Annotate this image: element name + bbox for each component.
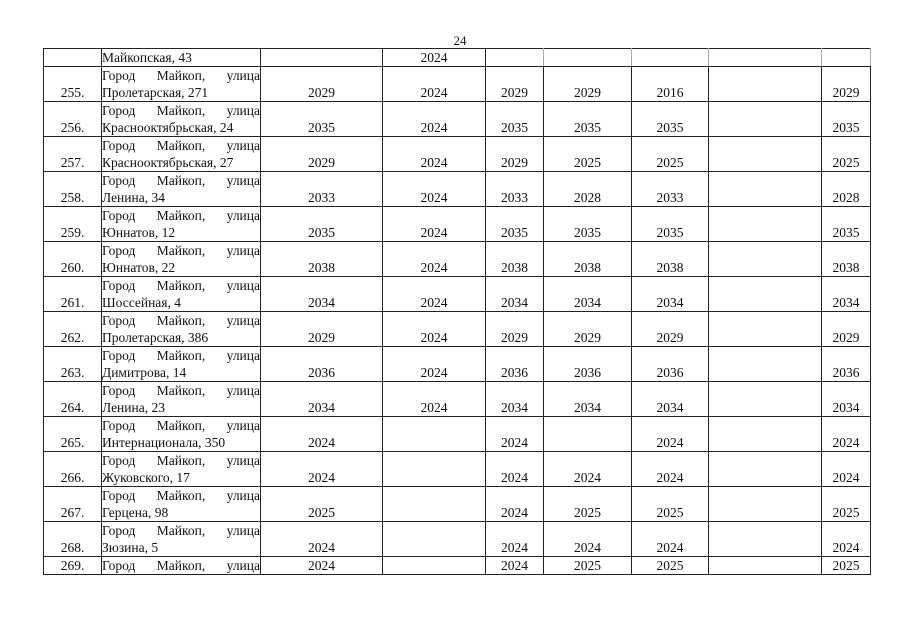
address-line-1 [102,557,260,574]
value-cell [383,487,486,522]
value-cell: 2024 [383,67,486,102]
address-cell [102,172,261,207]
address-word: улица [226,453,260,468]
address-word: улица [226,243,260,258]
value-cell: 2024 [632,522,709,557]
value-cell: 2024 [486,487,544,522]
value-cell [383,417,486,452]
value-cell [261,49,383,67]
value-cell: 2025 [544,487,632,522]
value-cell: 2024 [261,522,383,557]
address-cell [102,417,261,452]
value-cell: 2029 [261,137,383,172]
value-cell: 2035 [261,207,383,242]
value-cell: 2024 [486,522,544,557]
table-row [44,522,871,557]
table-row [44,382,871,417]
value-cell [383,452,486,487]
row-number-cell: 255. [44,67,102,102]
row-number-cell: 269. [44,557,102,575]
value-cell: 2038 [486,242,544,277]
value-cell: 2036 [632,347,709,382]
table-row [44,487,871,522]
value-cell [486,49,544,67]
address-line-2: Димитрова, 14 [102,365,187,380]
value-cell: 2024 [822,522,871,557]
value-cell: 2024 [383,207,486,242]
row-number-cell: 268. [44,522,102,557]
address-line-1 [102,382,260,399]
address-line-1 [102,312,260,329]
value-cell: 2024 [486,417,544,452]
address-line-1 [102,67,260,84]
value-cell: 2034 [544,382,632,417]
value-cell: 2038 [632,242,709,277]
address-word: Город [102,278,136,293]
value-cell: 2024 [632,452,709,487]
value-cell: 2035 [822,207,871,242]
table-row [44,277,871,312]
address-line-2: Пролетарская, 271 [102,85,209,100]
value-cell: 2024 [383,102,486,137]
value-cell [544,417,632,452]
table-row-continued [44,49,871,67]
value-cell [709,417,822,452]
value-cell: 2029 [632,312,709,347]
value-cell: 2016 [632,67,709,102]
address-word: Майкоп, [156,418,206,433]
row-number-cell: 258. [44,172,102,207]
address-line-2: Краснооктябрьская, 24 [102,120,234,135]
value-cell [383,522,486,557]
value-cell: 2024 [632,417,709,452]
address-word: Майкоп, [156,558,206,573]
address-cell: Майкопская, 43 [102,49,261,67]
schedule-table [43,48,871,575]
value-cell: 2024 [486,557,544,575]
row-number-cell: 264. [44,382,102,417]
value-cell: 2025 [544,557,632,575]
value-cell: 2029 [486,67,544,102]
address-line-2: Юннатов, 12 [102,225,176,240]
value-cell: 2024 [383,49,486,67]
value-cell [709,172,822,207]
address-word: Город [102,138,136,153]
value-cell: 2024 [383,312,486,347]
value-cell [709,137,822,172]
address-cell [102,522,261,557]
row-number-cell: 265. [44,417,102,452]
value-cell: 2036 [486,347,544,382]
table-row [44,347,871,382]
address-line-1 [102,172,260,189]
address-word: улица [226,208,260,223]
value-cell: 2024 [383,137,486,172]
row-number-cell: 257. [44,137,102,172]
address-line-2: Ленина, 23 [102,400,165,415]
value-cell: 2028 [544,172,632,207]
address-word: Город [102,313,136,328]
value-cell: 2025 [632,557,709,575]
page-number: 24 [453,33,467,48]
value-cell [709,487,822,522]
value-cell: 2035 [544,207,632,242]
value-cell: 2035 [486,102,544,137]
value-cell: 2035 [261,102,383,137]
address-word: улица [226,523,260,538]
value-cell: 2024 [383,242,486,277]
address-word: улица [226,68,260,83]
address-word: Город [102,523,136,538]
address-word: улица [226,103,260,118]
value-cell: 2025 [544,137,632,172]
address-line-2: Шоссейная, 4 [102,295,181,310]
value-cell [709,102,822,137]
value-cell: 2033 [632,172,709,207]
value-cell: 2024 [486,452,544,487]
address-line-2: Краснооктябрьская, 27 [102,155,234,170]
value-cell: 2024 [383,172,486,207]
address-word: Майкоп, [156,243,206,258]
address-cell [102,347,261,382]
value-cell: 2034 [822,382,871,417]
address-line-2: Герцена, 98 [102,505,169,520]
address-line-1 [102,102,260,119]
value-cell: 2024 [261,557,383,575]
value-cell: 2029 [822,67,871,102]
value-cell: 2029 [486,312,544,347]
value-cell: 2024 [383,347,486,382]
value-cell: 2034 [544,277,632,312]
value-cell [709,522,822,557]
address-cell [102,312,261,347]
address-word: Майкоп, [156,208,206,223]
address-cell [102,487,261,522]
value-cell [709,347,822,382]
value-cell: 2036 [544,347,632,382]
row-number-cell: 256. [44,102,102,137]
value-cell: 2034 [261,277,383,312]
value-cell: 2024 [383,382,486,417]
address-word: Майкоп, [156,348,206,363]
address-line-1 [102,207,260,224]
row-number-cell: 267. [44,487,102,522]
value-cell: 2035 [632,207,709,242]
address-word: Майкоп, [156,173,206,188]
value-cell [709,452,822,487]
row-number-cell: 259. [44,207,102,242]
value-cell: 2036 [261,347,383,382]
address-line-2: Интернационала, 350 [102,435,226,450]
value-cell: 2025 [822,487,871,522]
address-word: Город [102,383,136,398]
value-cell [709,312,822,347]
value-cell: 2033 [486,172,544,207]
value-cell: 2029 [261,67,383,102]
address-line-1 [102,522,260,539]
value-cell: 2038 [822,242,871,277]
address-word: улица [226,278,260,293]
value-cell [709,242,822,277]
table-row [44,312,871,347]
row-number-cell: 260. [44,242,102,277]
address-word: Майкоп, [156,278,206,293]
value-cell: 2036 [822,347,871,382]
value-cell: 2025 [261,487,383,522]
value-cell: 2025 [822,557,871,575]
table-row [44,207,871,242]
value-cell: 2029 [822,312,871,347]
value-cell: 2025 [822,137,871,172]
address-word: Город [102,558,136,573]
address-word: улица [226,348,260,363]
value-cell: 2035 [486,207,544,242]
address-line-1 [102,487,260,504]
row-number-cell: 266. [44,452,102,487]
value-cell [709,382,822,417]
address-line-2: Зюзина, 5 [102,540,159,555]
value-cell: 2024 [383,277,486,312]
value-cell: 2038 [261,242,383,277]
value-cell [709,49,822,67]
value-cell: 2024 [822,417,871,452]
value-cell [383,557,486,575]
address-word: Майкоп, [156,313,206,328]
address-word: Город [102,173,136,188]
address-line-2: Ленина, 34 [102,190,165,205]
row-number-cell [44,49,102,67]
address-word: Майкоп, [156,453,206,468]
value-cell: 2024 [261,417,383,452]
row-number-cell: 262. [44,312,102,347]
address-word: Город [102,418,136,433]
value-cell: 2025 [632,137,709,172]
table-row [44,172,871,207]
address-word: Город [102,348,136,363]
value-cell: 2038 [544,242,632,277]
address-word: Майкоп, [156,488,206,503]
value-cell [709,277,822,312]
address-word: улица [226,138,260,153]
address-word: Город [102,103,136,118]
row-number-cell: 261. [44,277,102,312]
value-cell: 2035 [544,102,632,137]
address-word: улица [226,558,260,573]
address-word: Майкоп, [156,138,206,153]
value-cell: 2029 [261,312,383,347]
value-cell: 2035 [822,102,871,137]
address-line-2: Юннатов, 22 [102,260,176,275]
address-cell [102,277,261,312]
value-cell [709,207,822,242]
value-cell [822,49,871,67]
value-cell: 2034 [261,382,383,417]
table-body [44,49,871,575]
value-cell: 2025 [632,487,709,522]
address-word: улица [226,173,260,188]
address-line-1 [102,277,260,294]
address-word: улица [226,418,260,433]
address-word: улица [226,488,260,503]
value-cell: 2034 [632,382,709,417]
value-cell: 2034 [632,277,709,312]
value-cell: 2035 [632,102,709,137]
address-word: Майкоп, [156,103,206,118]
table-row [44,557,871,575]
address-word: Майкоп, [156,68,206,83]
address-cell [102,382,261,417]
address-line-1 [102,347,260,364]
address-cell [102,557,261,575]
value-cell [544,49,632,67]
table-row [44,67,871,102]
value-cell: 2024 [544,522,632,557]
value-cell: 2029 [544,67,632,102]
address-word: Город [102,243,136,258]
row-number-cell: 263. [44,347,102,382]
address-line-2: Пролетарская, 386 [102,330,209,345]
address-line-1 [102,137,260,154]
value-cell: 2029 [544,312,632,347]
address-word: Город [102,208,136,223]
address-word: Майкоп, [156,523,206,538]
value-cell: 2029 [486,137,544,172]
address-cell [102,242,261,277]
value-cell: 2024 [261,452,383,487]
value-cell [709,557,822,575]
table-row [44,102,871,137]
value-cell: 2034 [486,382,544,417]
address-line-1 [102,452,260,469]
table-row [44,137,871,172]
value-cell [709,67,822,102]
address-word: улица [226,313,260,328]
address-word: Майкоп, [156,383,206,398]
address-word: Город [102,453,136,468]
value-cell: 2034 [822,277,871,312]
address-cell [102,137,261,172]
address-line-1 [102,417,260,434]
value-cell: 2033 [261,172,383,207]
address-word: улица [226,383,260,398]
value-cell [632,49,709,67]
value-cell: 2034 [486,277,544,312]
table-row [44,452,871,487]
address-line-1 [102,242,260,259]
address-line-2: Жуковского, 17 [102,470,190,485]
value-cell: 2024 [544,452,632,487]
value-cell: 2028 [822,172,871,207]
address-cell [102,67,261,102]
address-word: Город [102,68,136,83]
table-row [44,417,871,452]
address-cell [102,207,261,242]
address-cell [102,452,261,487]
address-word: Город [102,488,136,503]
address-cell [102,102,261,137]
table-row [44,242,871,277]
value-cell: 2024 [822,452,871,487]
